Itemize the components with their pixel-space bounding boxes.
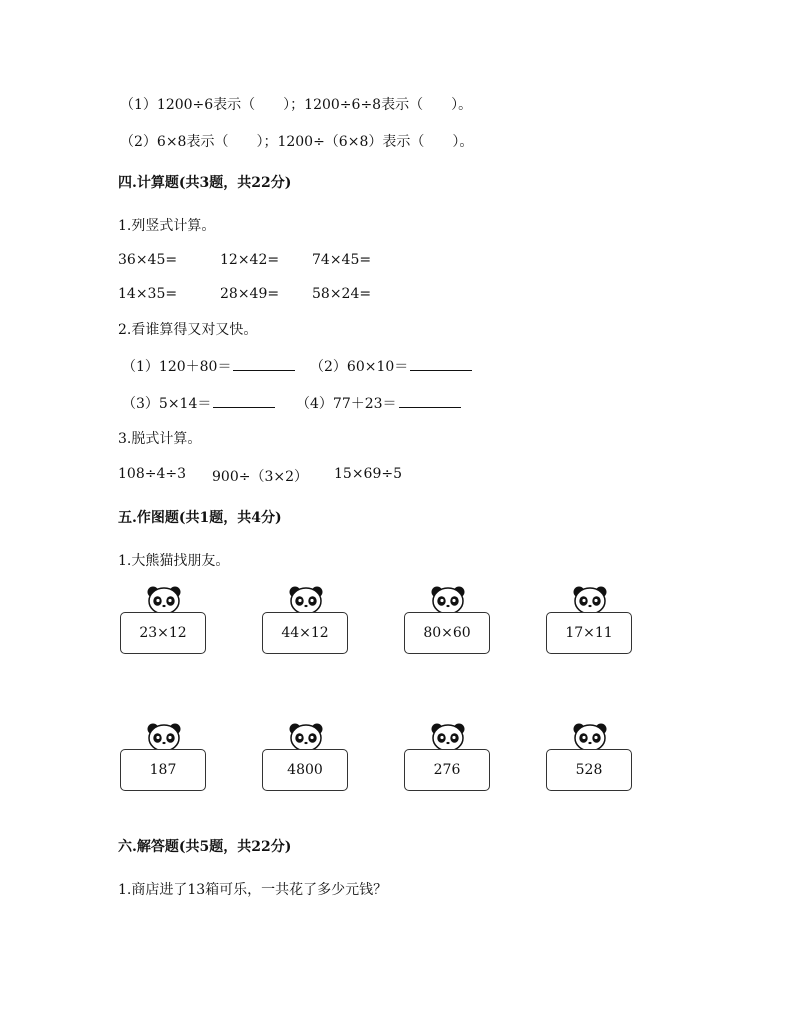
fill-item	[310, 356, 472, 376]
calc-item: 12×42=	[220, 252, 280, 268]
fill-item-text: （1）120＋80＝	[122, 359, 232, 375]
panda-face-icon	[146, 722, 182, 752]
fill-item	[122, 356, 295, 376]
calc-item: 900÷（3×2）	[212, 469, 308, 485]
calc-item: 36×45=	[118, 252, 178, 268]
answer-card: 4800	[262, 749, 348, 791]
panda-card[interactable]	[404, 722, 492, 796]
panda-face-icon	[430, 722, 466, 752]
fill-item-text: （4）77＋23＝	[296, 396, 397, 412]
panda-face-icon	[146, 585, 182, 615]
answer-blank[interactable]	[233, 356, 295, 371]
question-line: （1）1200÷6表示（ ）；1200÷6÷8表示（ ）。	[120, 97, 473, 113]
problem-title: 1.商店进了13箱可乐，一共花了多少元钱？	[118, 882, 388, 898]
calc-item: 74×45=	[312, 252, 372, 268]
panda-face-icon	[572, 585, 608, 615]
answer-blank[interactable]	[213, 393, 275, 408]
panda-card[interactable]	[120, 585, 208, 659]
problem-title: 2.看谁算得又对又快。	[118, 322, 258, 338]
expression-card: 80×60	[404, 612, 490, 654]
fill-item	[296, 393, 461, 413]
panda-face-icon	[288, 585, 324, 615]
problem-title: 1.列竖式计算。	[118, 218, 216, 234]
calc-item: 58×24=	[312, 286, 372, 302]
section-heading: 六.解答题(共5题，共22分)	[118, 839, 292, 855]
section-heading: 四.计算题(共3题，共22分)	[118, 175, 292, 191]
panda-card[interactable]	[404, 585, 492, 659]
question-line: （2）6×8表示（ ）；1200÷（6×8）表示（ ）。	[120, 134, 474, 150]
fill-item-text: （2）60×10＝	[310, 359, 409, 375]
expression-card: 17×11	[546, 612, 632, 654]
panda-card[interactable]	[546, 585, 634, 659]
calc-item: 108÷4÷3	[118, 466, 186, 482]
fill-item-text: （3）5×14＝	[122, 396, 212, 412]
section-heading: 五.作图题(共1题，共4分)	[118, 510, 282, 526]
fill-item	[122, 393, 275, 413]
calc-item: 28×49=	[220, 286, 280, 302]
answer-card: 276	[404, 749, 490, 791]
problem-title: 3.脱式计算。	[118, 431, 202, 447]
panda-card[interactable]	[262, 722, 350, 796]
calc-item: 15×69÷5	[334, 466, 402, 482]
panda-card[interactable]	[262, 585, 350, 659]
panda-face-icon	[288, 722, 324, 752]
answer-blank[interactable]	[410, 356, 472, 371]
expression-card: 44×12	[262, 612, 348, 654]
calc-item: 14×35=	[118, 286, 178, 302]
answer-card: 187	[120, 749, 206, 791]
problem-title: 1.大熊猫找朋友。	[118, 553, 230, 569]
panda-face-icon	[572, 722, 608, 752]
panda-card[interactable]	[546, 722, 634, 796]
answer-blank[interactable]	[399, 393, 461, 408]
panda-face-icon	[430, 585, 466, 615]
answer-card: 528	[546, 749, 632, 791]
expression-card: 23×12	[120, 612, 206, 654]
panda-card[interactable]	[120, 722, 208, 796]
